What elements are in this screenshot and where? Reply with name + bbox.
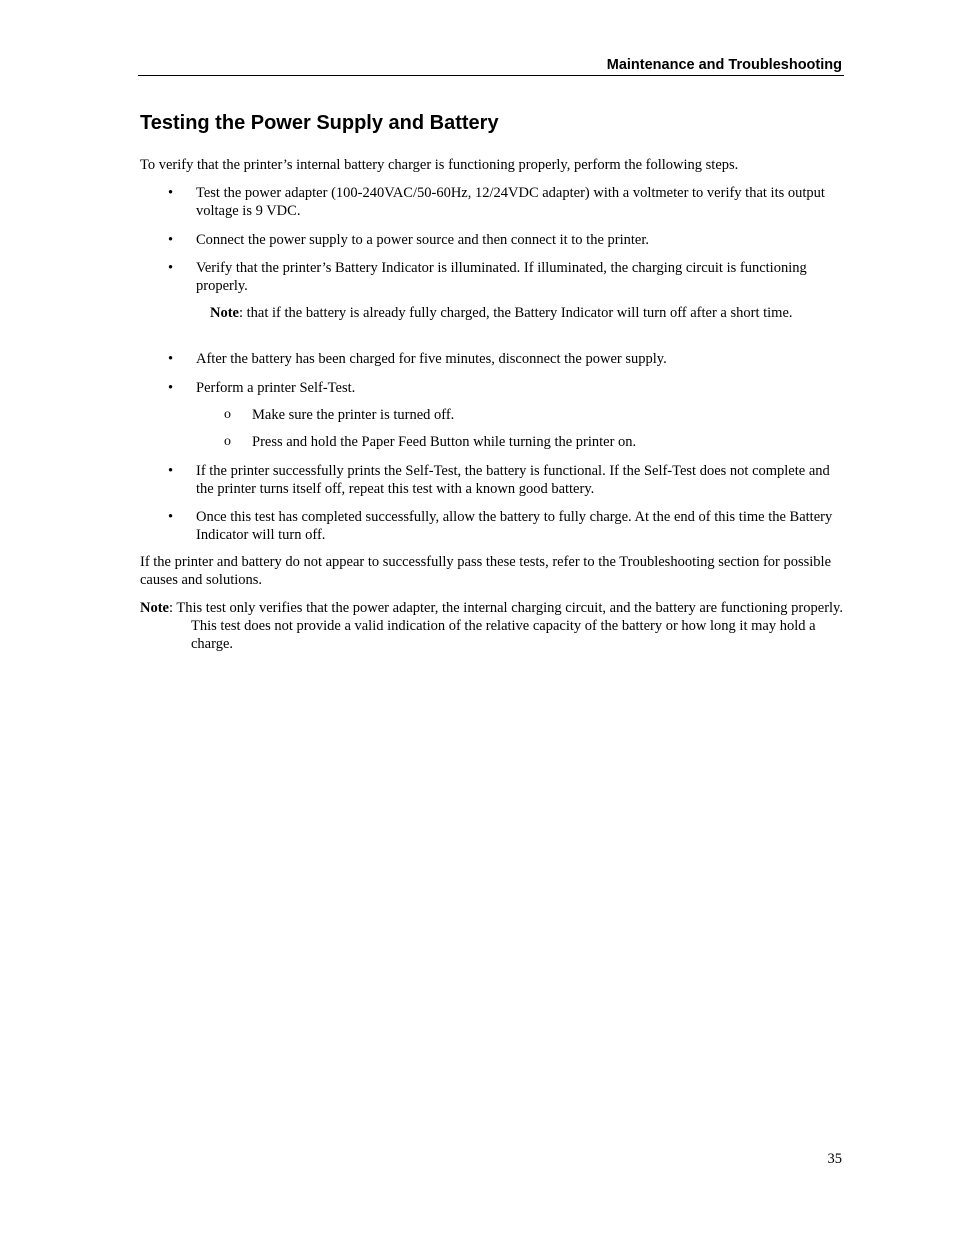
step-connect-power: Connect the power supply to a power source and then connect it to the printer.: [196, 232, 649, 248]
note-label: Note: [140, 600, 169, 616]
step-self-test: Perform a printer Self-Test.: [196, 380, 356, 396]
sub-bullet-marker: o: [224, 434, 231, 449]
bullet-marker: •: [168, 380, 174, 396]
inline-note: [210, 304, 862, 322]
page-number: 35: [827, 1151, 842, 1167]
note-text: : that if the battery is already fully charged, the Battery Indicator will turn off after a short time.: [239, 305, 793, 321]
step-disconnect: After the battery has been charged for five minutes, disconnect the power supply.: [196, 351, 667, 367]
bullet-marker: •: [168, 351, 174, 367]
step-test-adapter: Test the power adapter (100-240VAC/50-60Hz, 12/24VDC adapter) with a voltmeter to verify that its output voltage is 9 VDC.: [196, 185, 825, 219]
step-check-result: If the printer successfully prints the Self-Test, the battery is functional. If the Self-Test does not complete and the printer turns itself off, repeat this test with a known good battery.: [196, 463, 830, 497]
substep-turn-off: Make sure the printer is turned off.: [252, 407, 455, 423]
final-note: [140, 599, 845, 653]
step-full-charge: Once this test has completed successfully, allow the battery to fully charge. At the end of this time the Battery Indicator will turn off.: [196, 509, 833, 543]
sub-bullet-marker: o: [224, 407, 231, 422]
intro-paragraph: To verify that the printer’s internal battery charger is functioning properly, perform the following steps.: [140, 157, 739, 173]
step-verify-indicator: Verify that the printer’s Battery Indicator is illuminated. If illuminated, the charging circuit is functioning properly.: [196, 260, 807, 294]
note-text: : This test only verifies that the power adapter, the internal charging circuit, and the battery are functioning properly. This test does not provide a valid indication of the relative capacity of the battery or how long it may hold a charge.: [169, 600, 843, 652]
substep-paper-feed: Press and hold the Paper Feed Button while turning the printer on.: [252, 434, 637, 450]
header-rule: [138, 75, 844, 76]
bullet-marker: •: [168, 463, 174, 479]
bullet-marker: •: [168, 509, 174, 525]
running-header: Maintenance and Troubleshooting: [606, 57, 842, 73]
bullet-marker: •: [168, 232, 174, 248]
bullet-marker: •: [168, 260, 174, 276]
closing-paragraph: If the printer and battery do not appear to successfully pass these tests, refer to the Troubleshooting section for possible causes and solutions.: [140, 554, 832, 588]
bullet-marker: •: [168, 185, 174, 201]
section-title: Testing the Power Supply and Battery: [140, 112, 499, 134]
note-label: Note: [210, 305, 239, 321]
